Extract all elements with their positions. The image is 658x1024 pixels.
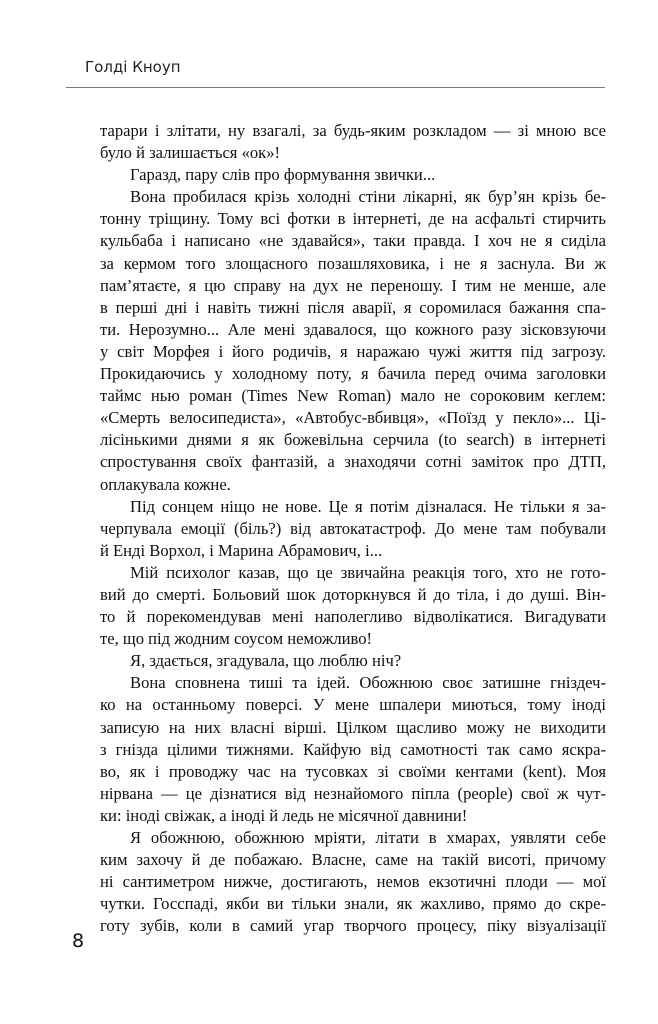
text-line: спростування своїх фантазій, а знаходячи сотні заміток про ДТП, — [100, 452, 606, 472]
text-line: тарари і злітати, ну взагалі, за будь-яким розкладом — зі мною все — [100, 121, 606, 140]
text-line: ким захочу й де побажаю. Власне, саме на такій висоті, причому — [100, 850, 606, 870]
text-line: ки: іноді свіжак, а іноді й ледь не місячної давнини! — [100, 805, 468, 825]
header-rule — [66, 87, 605, 88]
text-line: Я, здається, згадувала, що люблю ніч? — [130, 651, 402, 671]
text-line: «Смерть велосипедиста», «Автобус-вбивця», «Поїзд у пекло»... Ці- — [100, 408, 606, 428]
text-line: в перші дні і навіть тижні після аварії, я соромилася бажання спа- — [100, 297, 606, 317]
text-line: лісінькими днями я як божевільна серчила (to search) в інтернеті — [100, 430, 606, 450]
text-line: було й залишається «ок»! — [100, 143, 281, 163]
text-line: Мій психолог казав, що це звичайна реакція того, хто не гото- — [130, 562, 606, 582]
text-line: Я обожнюю, обожнюю мріяти, літати в хмарах, уявляти себе — [130, 828, 606, 847]
text-line: оплакувала кожне. — [100, 474, 231, 494]
text-line: у світ Морфея і його родичів, я наражаю чужі життя під загрозу. — [100, 341, 606, 361]
text-line: вий до смерті. Больовий шок доторкнувся й до тіла, і до душі. Він- — [100, 584, 606, 604]
text-line: во, як і проводжу час на тусовках зі своїми кентами (kent). Моя — [100, 761, 606, 781]
text-line: ні сантиметром нижче, достигають, немов екзотичні плоди — мої — [100, 872, 606, 892]
text-line: таймс нью роман (Times New Roman) мало не сороковим кеглем: — [100, 386, 606, 406]
text-line: нірвана — це дізнатися від незнайомого піпла (people) свої ж чут- — [100, 783, 606, 803]
text-line: Вона пробилася крізь холодні стіни лікарні, як бур’ян крізь бе- — [130, 187, 606, 207]
text-line: Гаразд, пару слів про формування звички... — [130, 165, 436, 185]
text-line: Вона сповнена тиші та ідей. Обожнюю своє затишне гніздеч- — [130, 673, 606, 693]
text-line: кульбаба і написано «не здавайся», таки правда. І хоч не я сиділа — [100, 231, 606, 251]
text-line: Під сонцем ніщо не нове. Це я потім дізналася. Не тільки я за- — [130, 496, 606, 516]
text-line: Прокидаючись у холодному поту, я бачила перед очима заголовки — [100, 364, 606, 384]
text-line: ко на останньому поверсі. У мене шпалери миються, тому іноді — [100, 695, 606, 715]
text-line: ти. Нерозумно... Але мені здавалося, що кожного разу зісковзуючи — [100, 319, 606, 339]
text-line: з гнізда цілими тижнями. Кайфую від самотності так само яскра- — [100, 739, 606, 759]
running-head: Голді Кноуп — [85, 58, 181, 76]
page-number: 8 — [72, 930, 85, 952]
text-line: черпувала емоції (біль?) від автокатастроф. До мене там побували — [100, 518, 606, 538]
body-text — [100, 120, 606, 937]
text-line: те, що під жодним соусом неможливо! — [100, 629, 373, 649]
text-line: за кермом того злощасного позашляховика, і не я заснула. Ви ж — [100, 253, 606, 273]
text-line: чутки. Госспаді, якби ви тільки знали, як жахливо, прямо до скре- — [100, 894, 606, 914]
text-line: то й порекомендував мені наполегливо відволікатися. Вигадувати — [100, 607, 606, 627]
text-line: готу зубів, коли в самий угар творчого процесу, піку візуалізації — [100, 916, 606, 936]
text-line: записую на них власні вірші. Цілком щасливо можу не виходити — [100, 717, 606, 737]
text-line: пам’ятаєте, я цю справу на дух не переношу. І тим не менше, але — [100, 275, 606, 295]
text-line: й Енді Ворхол, і Марина Абрамович, і... — [100, 540, 383, 560]
text-line: тонну тріщину. Тому всі фотки в інтернеті, де на асфальті стирчить — [100, 209, 606, 229]
